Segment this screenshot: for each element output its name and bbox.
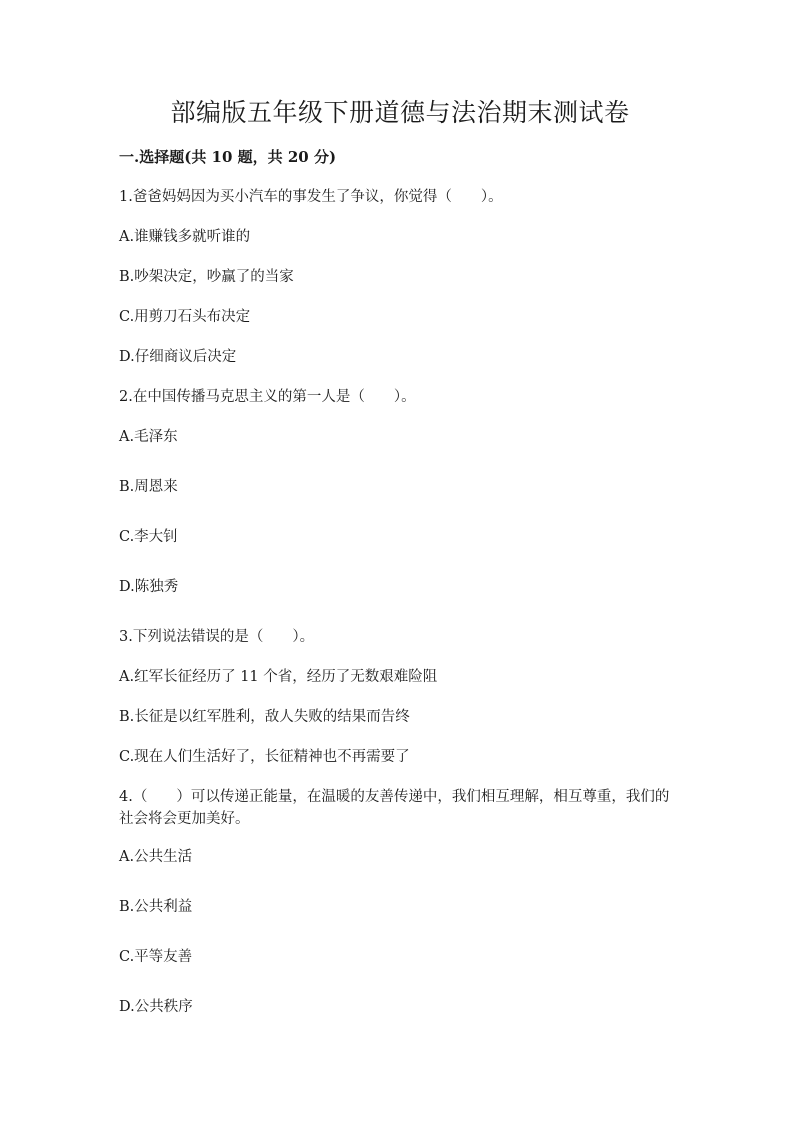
- question-1-stem: 1.爸爸妈妈因为买小汽车的事发生了争议，你觉得（ ）。: [119, 189, 503, 205]
- question-2-option-d: D.陈独秀: [119, 579, 179, 595]
- question-4-option-b: B.公共利益: [119, 899, 193, 915]
- question-2-option-a: A.毛泽东: [119, 429, 178, 445]
- section-header: 一.选择题(共 10 题，共 20 分): [119, 148, 337, 166]
- question-3-option-b: B.长征是以红军胜利，敌人失败的结果而告终: [119, 709, 410, 725]
- question-1-option-d: D.仔细商议后决定: [119, 349, 237, 365]
- question-3-option-a: A.红军长征经历了 11 个省，经历了无数艰难险阻: [119, 669, 438, 685]
- question-3-stem: 3.下列说法错误的是（ ）。: [119, 629, 315, 645]
- question-4-option-a: A.公共生活: [119, 849, 193, 865]
- question-1-option-a: A.谁赚钱多就听谁的: [119, 229, 251, 245]
- document-title: 部编版五年级下册道德与法治期末测试卷: [170, 98, 630, 127]
- question-2-option-c: C.李大钊: [119, 529, 178, 545]
- question-2-stem: 2.在中国传播马克思主义的第一人是（ ）。: [119, 389, 416, 405]
- question-1-option-b: B.吵架决定，吵赢了的当家: [119, 269, 294, 285]
- question-4-stem: 4.（ ）可以传递正能量，在温暖的友善传递中，我们相互理解，相互尊重，我们的社会将会更加美好。: [119, 789, 670, 827]
- question-4-option-c: C.平等友善: [119, 949, 193, 965]
- question-1-option-c: C.用剪刀石头布决定: [119, 309, 251, 325]
- question-3-option-c: C.现在人们生活好了，长征精神也不再需要了: [119, 749, 410, 765]
- question-4-option-d: D.公共秩序: [119, 999, 193, 1015]
- question-2-option-b: B.周恩来: [119, 479, 178, 495]
